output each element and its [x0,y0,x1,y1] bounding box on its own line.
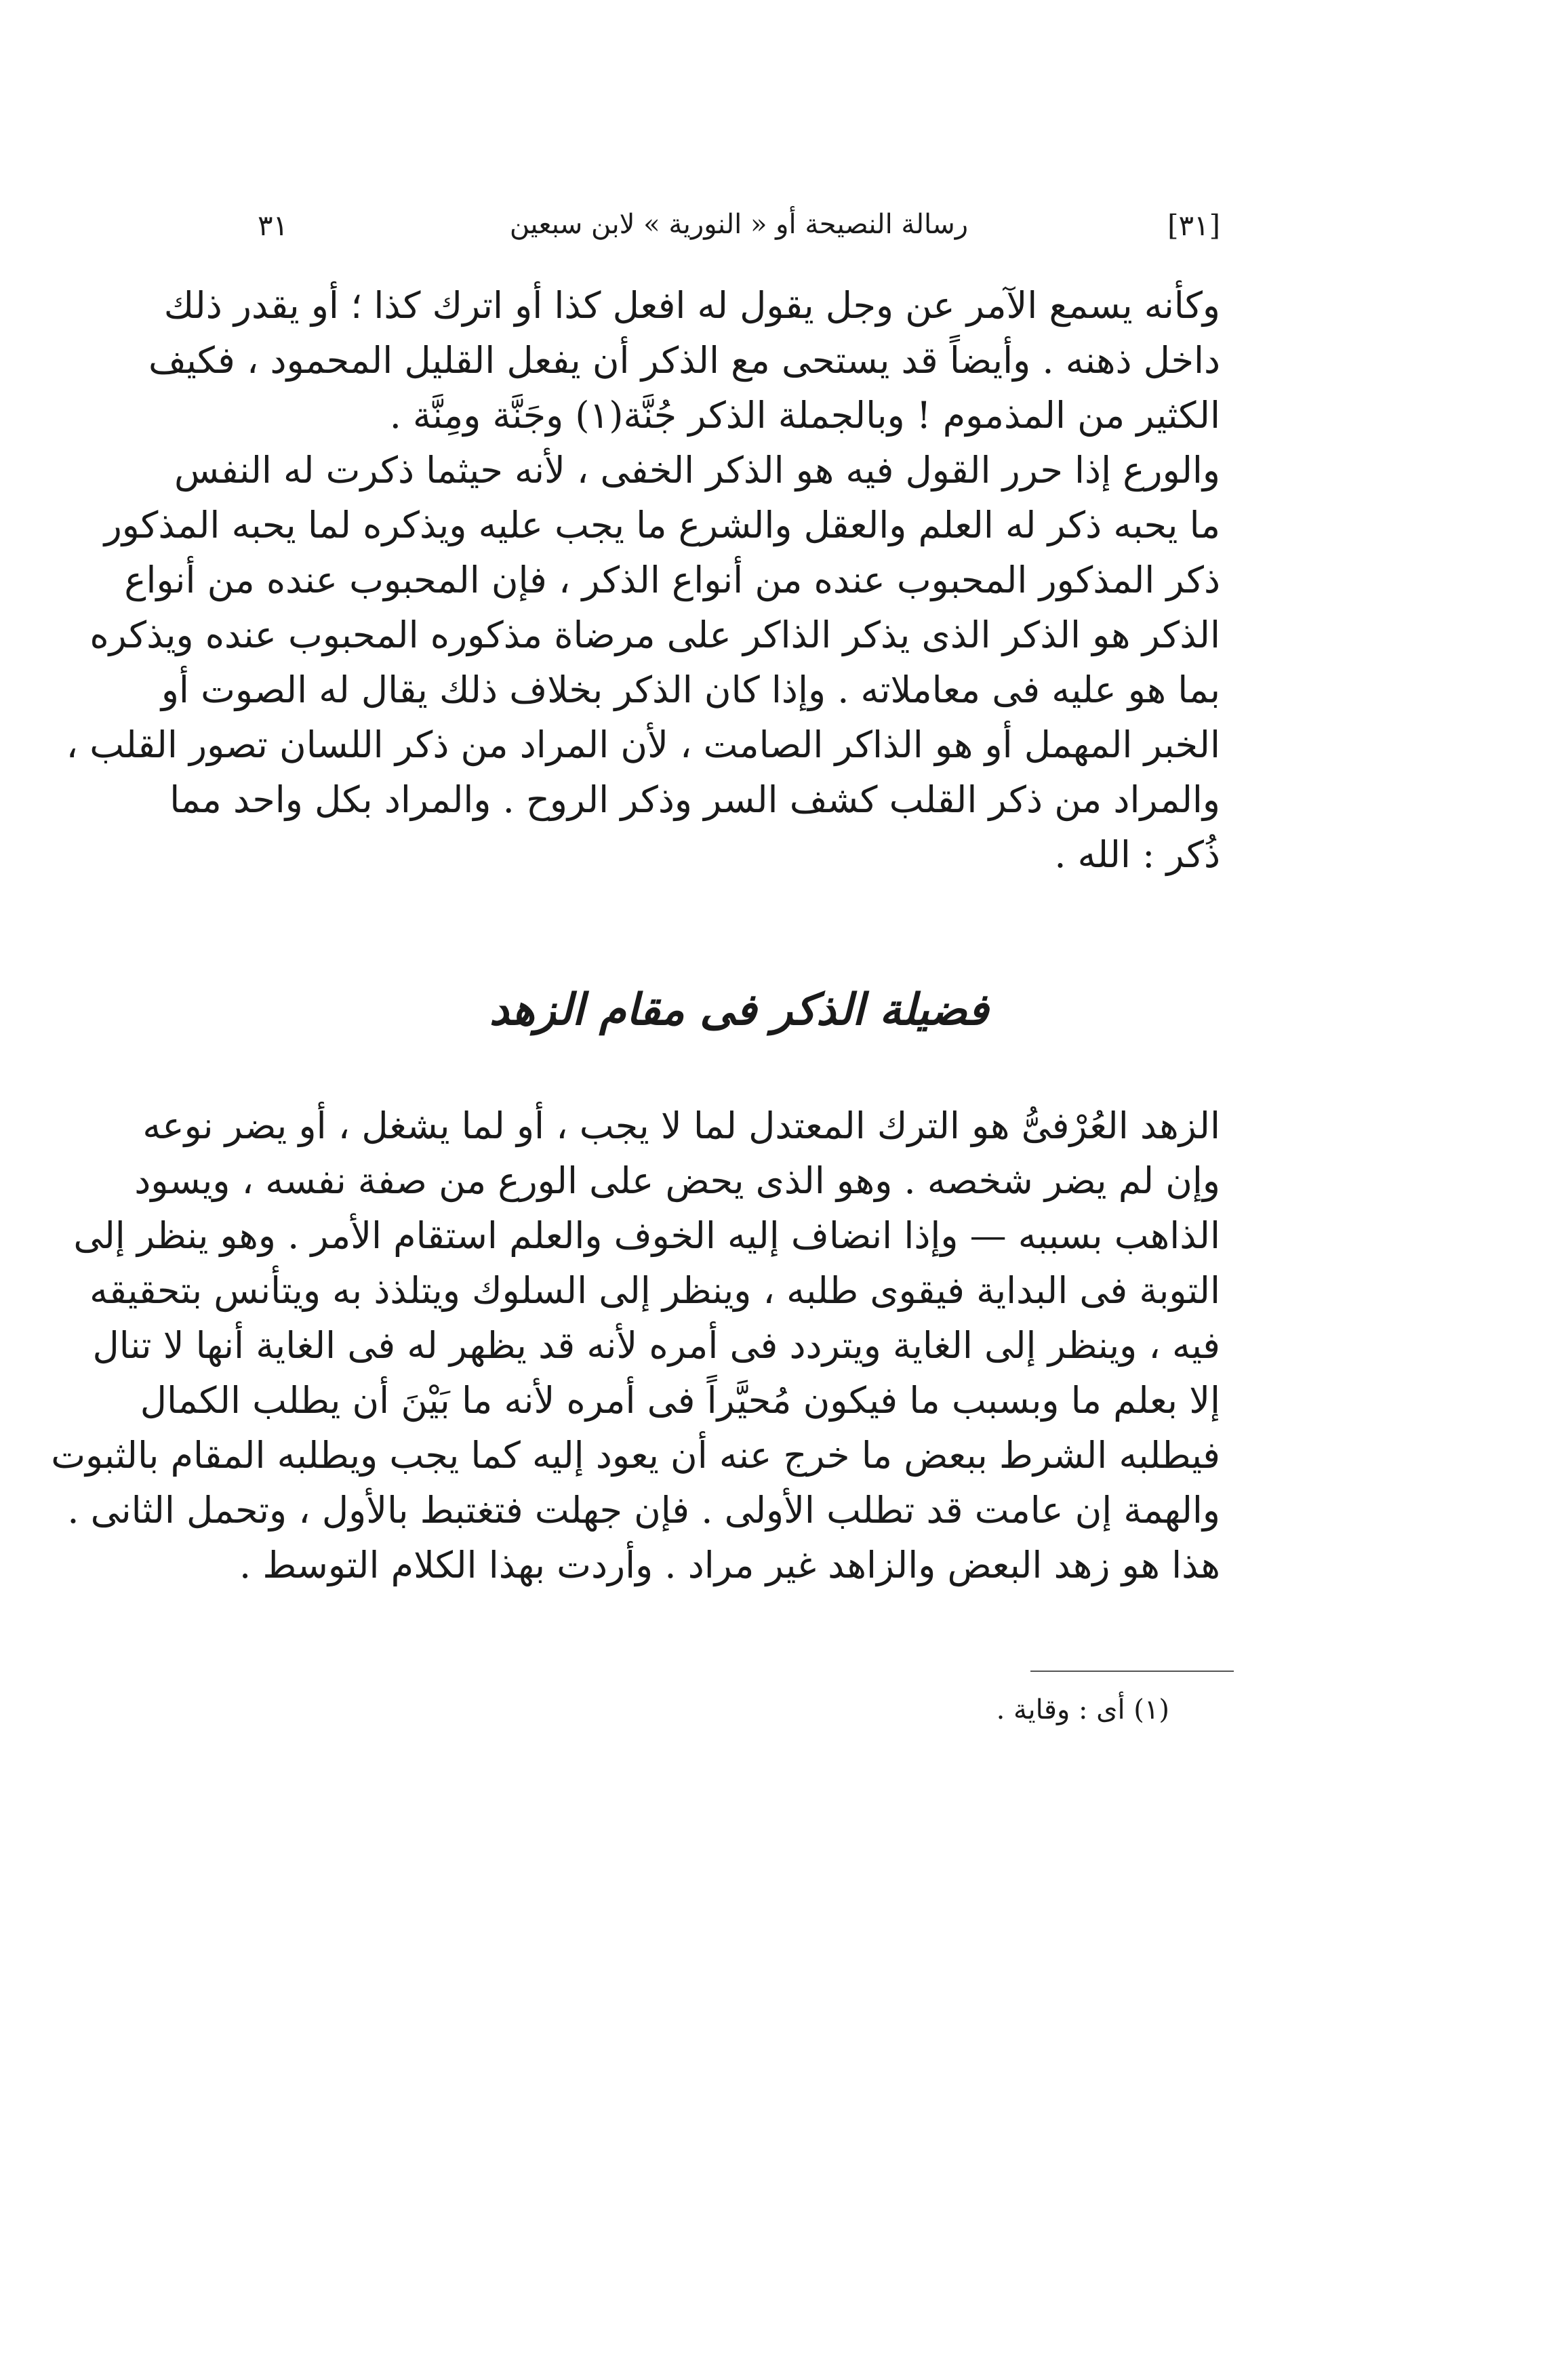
text-line: فيطلبه الشرط ببعض ما خرج عنه أن يعود إليه كما يجب ويطلبه المقام بالثبوت [51,1434,1220,1477]
text-line: داخل ذهنه . وأيضاً قد يستحى مع الذكر أن يفعل القليل المحمود ، فكيف [148,339,1220,382]
text-line: بما هو عليه فى معاملاته . وإذا كان الذكر بخلاف ذلك يقال له الصوت أو [161,668,1220,711]
text-line: ذُكر : الله . [1054,833,1220,876]
text-line: الذكر هو الذكر الذى يذكر الذاكر على مرضاة مذكوره المحبوب عنده ويذكره [89,614,1220,656]
page-header [258,203,1220,258]
text-line: إلا بعلم ما وبسبب ما فيكون مُحيَّراً فى أمره لأنه ما بَيْنَ أن يطلب الكمال [140,1379,1220,1422]
footnote: (١) أى : وقاية . [996,1694,1169,1725]
text-line: ما يحبه ذكر له العلم والعقل والشرع ما يجب عليه ويذكره لما يحبه المذكور [104,504,1220,546]
section-heading: فضيلة الذكر فى مقام الزهد [489,984,989,1035]
text-line: هذا هو زهد البعض والزاهد غير مراد . وأردت بهذا الكلام التوسط . [239,1544,1220,1586]
page-number: ٣١ [258,209,289,242]
text-line: وإن لم يضر شخصه . وهو الذى يحض على الورع من صفة نفسه ، ويسود [134,1159,1220,1202]
paragraph-block-1 [66,278,1220,882]
text-line: التوبة فى البداية فيقوى طلبه ، وينظر إلى السلوك ويتلذذ به ويتأنس بتحقيقه [89,1269,1220,1312]
text-line: والمراد من ذكر القلب كشف السر وذكر الروح . والمراد بكل واحد مما [169,778,1220,821]
text-line: الكثير من المذموم ! وبالجملة الذكر جُنَّة(١) وجَنَّة ومِنَّة . [389,394,1220,437]
bracket-page-number: [٣١] [1167,209,1220,242]
text-line: والورع إذا حرر القول فيه هو الذكر الخفى ، لأنه حيثما ذكرت له النفس [174,449,1220,492]
running-title: رسالة النصيحة أو « النورية » لابن سبعين [509,209,969,240]
text-line: وكأنه يسمع الآمر عن وجل يقول له افعل كذا أو اترك كذا ؛ أو يقدر ذلك [163,284,1220,327]
text-line: الخبر المهمل أو هو الذاكر الصامت ، لأن المراد من ذكر اللسان تصور القلب ، [66,723,1220,766]
text-line: والهمة إن عامت قد تطلب الأولى . فإن جهلت فتغتبط بالأول ، وتحمل الثانى . [67,1489,1220,1532]
footnote-separator [1030,1671,1234,1672]
text-line: فيه ، وينظر إلى الغاية ويتردد فى أمره لأنه قد يظهر له فى الغاية أنها لا تنال [92,1324,1220,1367]
text-line: الذاهب بسببه — وإذا انضاف إليه الخوف والعلم استقام الأمر . وهو ينظر إلى [73,1214,1220,1257]
paragraph-block-2 [51,1098,1220,1593]
text-line: ذكر المذكور المحبوب عنده من أنواع الذكر ، فإن المحبوب عنده من أنواع [124,559,1220,601]
text-line: الزهد العُرْفىُّ هو الترك المعتدل لما لا يجب ، أو لما يشغل ، أو يضر نوعه [142,1104,1220,1147]
